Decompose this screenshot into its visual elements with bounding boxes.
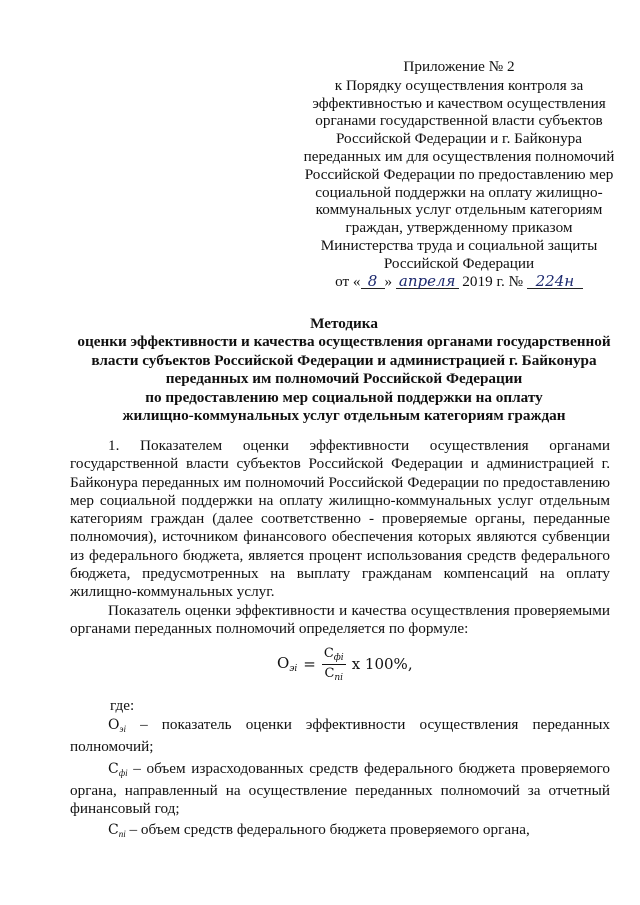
handwritten-order-number: 224н [527, 274, 583, 289]
appendix-line: социальной поддержки на оплату жилищно- [315, 183, 603, 201]
appendix-line: эффективностью и качеством осуществления [312, 94, 606, 112]
formula-numerator: $С_{фi}$ [323, 645, 344, 663]
appendix-line: граждан, утвержденному приказом [345, 219, 573, 237]
method-title: Методика [310, 315, 378, 332]
appendix-line: органами государственной власти субъектов [315, 112, 603, 130]
appendix-title: Приложение № 2 [403, 58, 515, 75]
body-text [70, 437, 610, 638]
method-subtitle-line: власти субъектов Российской Федерации и администрацией г. Байконура [91, 351, 597, 369]
formula-equals: = [303, 655, 316, 673]
date-year: 2019 г. № [462, 272, 524, 290]
appendix-header [300, 58, 618, 290]
appendix-line: к Порядку осуществления контроля за [334, 76, 584, 94]
formula-fraction [322, 646, 346, 683]
method-title-block [70, 315, 618, 425]
appendix-line: переданных им для осуществления полномочий [303, 147, 615, 165]
method-subtitle-line: по предоставлению мер социальной поддержки на оплату [145, 388, 543, 406]
where-label: где: [110, 697, 135, 714]
handwritten-day: 8 [361, 274, 385, 289]
appendix-line: Российской Федерации и г. Байконура [335, 130, 583, 148]
formula-denominator: $С_{пi}$ [324, 665, 344, 683]
date-prefix: от « [335, 272, 361, 290]
appendix-line: коммунальных услуг отдельным категориям [315, 201, 603, 219]
definition-item: $О_{эi}$ – показатель оценки эффективности осуществления переданных полномочий; [70, 716, 610, 756]
appendix-line: Министерства труда и социальной защиты [320, 236, 598, 254]
definition-item: $С_{пi}$ – объем средств федерального бюджета проверяемого органа, [108, 821, 530, 840]
efficiency-formula [277, 643, 413, 685]
method-subtitle-line: жилищно-коммунальных услуг отдельным категориям граждан [122, 407, 566, 425]
appendix-line: Российской Федерации [383, 254, 535, 272]
appendix-line: Российской Федерации по предоставлению мер [304, 165, 614, 183]
paragraph-2: Показатель оценки эффективности и качества осуществления проверяемыми органами переданных полномочий определяется по формуле: [70, 601, 610, 637]
definitions [70, 716, 610, 847]
date-mid: » [384, 272, 393, 290]
method-subtitle-line: оценки эффективности и качества осуществления органами государственной [77, 333, 611, 351]
handwritten-month: апреля [396, 274, 459, 289]
order-date-line [300, 273, 618, 291]
definition-item: $С_{фi}$ – объем израсходованных средств федерального бюджета проверяемого органа, направленный на осуществление переданных полномочий за отчетный финансовый год; [70, 759, 610, 818]
formula-lhs: $О_{эi}$ [277, 654, 298, 674]
paragraph-1: 1. Показателем оценки эффективности осуществления органами государственной власти субъектов Российской Федерации и администрацией г. Байконура переданных им полномочий Российской Федерации по предоставлению мер социальной поддержки на оплату жилищно-коммунальных услуг отдельным категориям граждан (далее соответственно - проверяемые органы, переданные полномочия), источником финансового обеспечения которых являются субвенции из федерального бюджета, является процент использования средств федерального бюджета, предусмотренных на выплату гражданам компенсаций на оплату жилищно-коммунальных услуг. [70, 437, 610, 601]
method-subtitle-line: переданных им полномочий Российской Федерации [165, 370, 523, 388]
formula-tail: x 100%, [351, 655, 413, 673]
